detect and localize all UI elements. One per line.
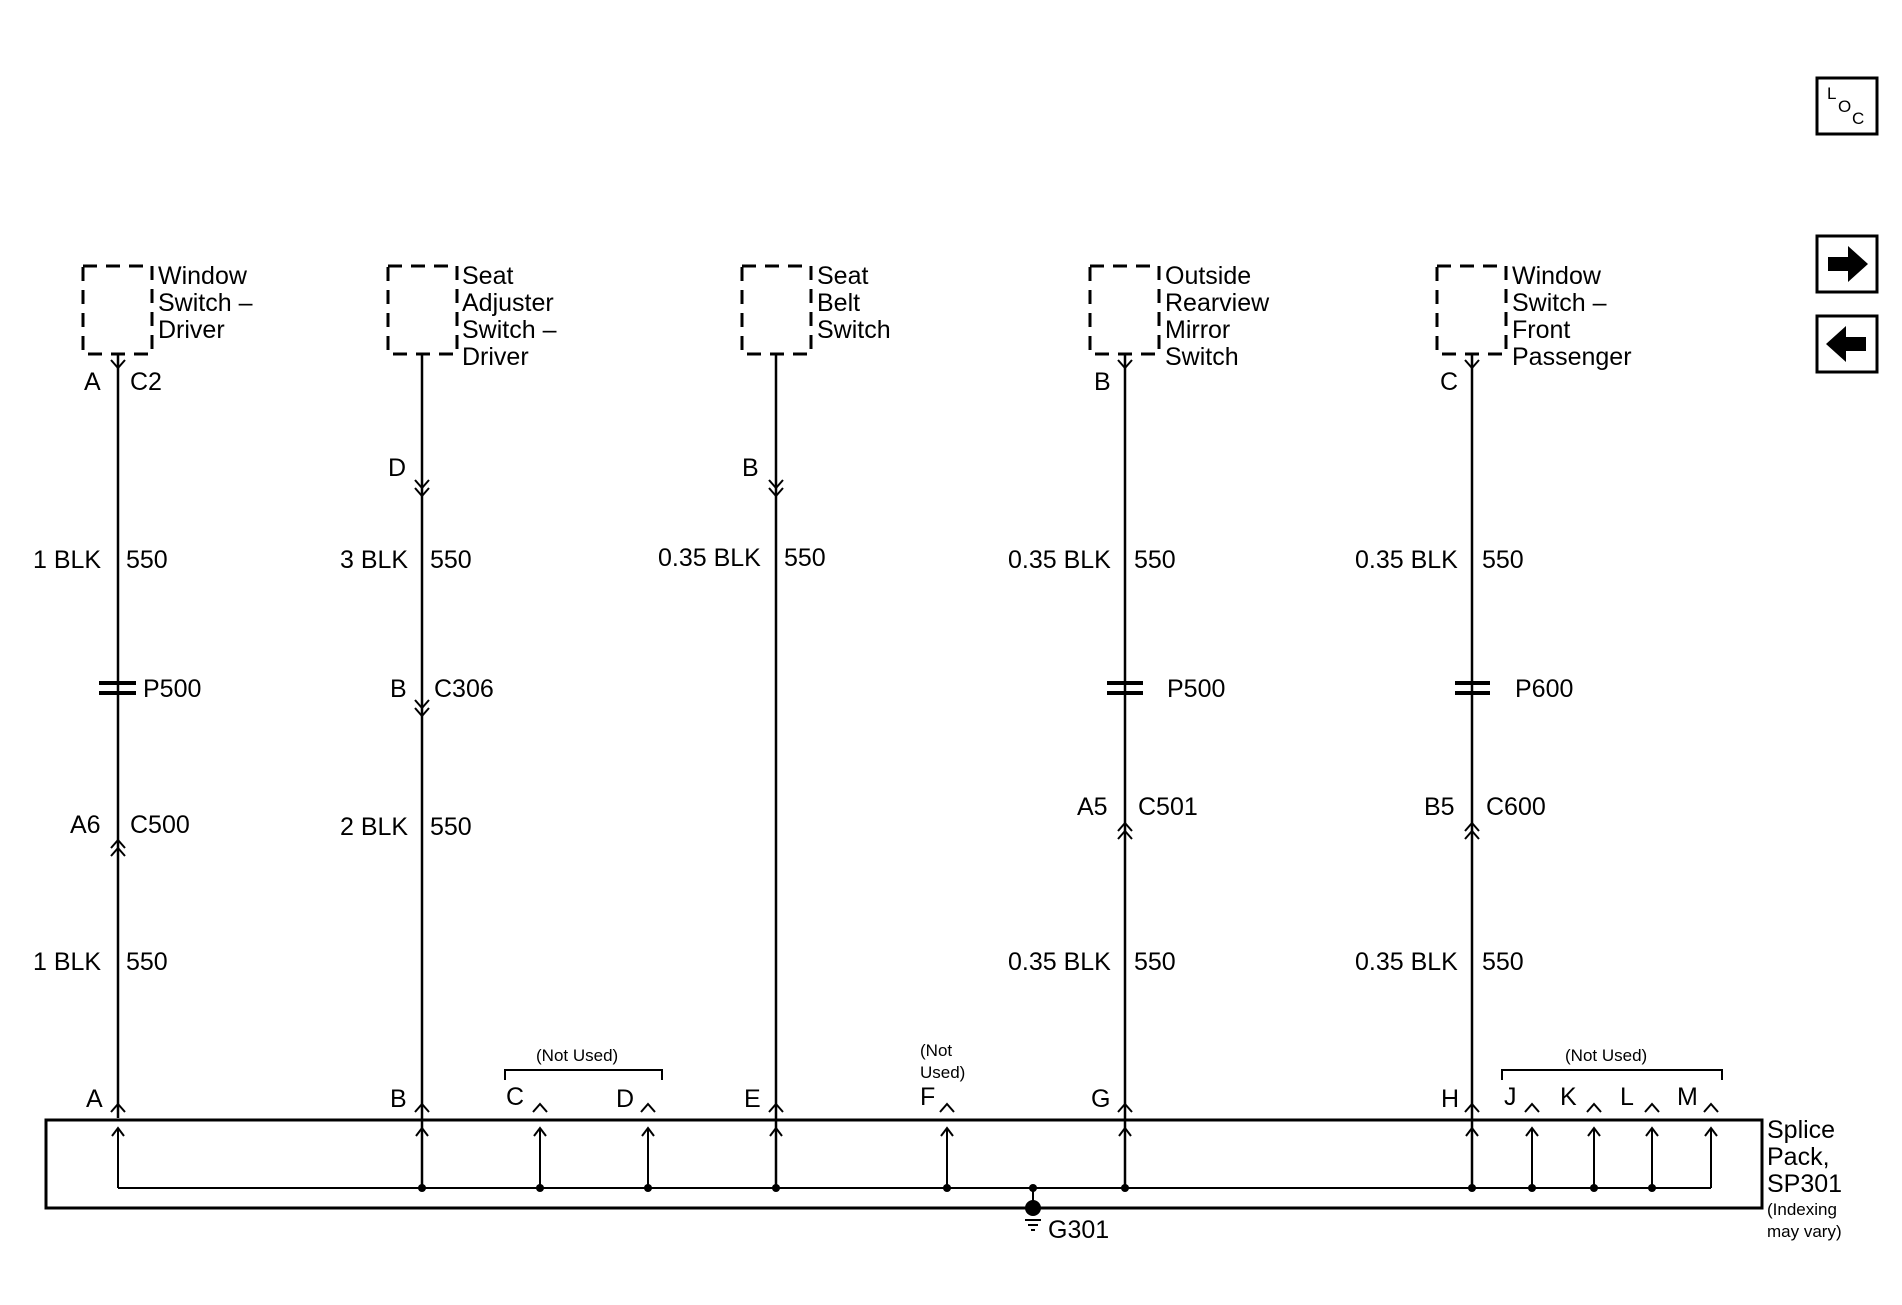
svg-text:0.35 BLK: 0.35 BLK [1355,948,1458,976]
svg-text:0.35 BLK: 0.35 BLK [1008,546,1111,574]
svg-text:Splice: Splice [1767,1116,1836,1144]
component-window-switch-driver [83,262,253,354]
svg-text:550: 550 [126,948,168,976]
circuit-seat-adjuster-switch-driver [340,354,494,1190]
svg-text:550: 550 [784,544,826,572]
svg-text:B: B [390,1085,407,1113]
ground-g301 [1025,1188,1109,1244]
svg-text:A: A [84,368,101,396]
unused-pins-group-1 [505,1046,662,1113]
svg-text:Switch –: Switch – [158,289,253,317]
svg-text:Driver: Driver [158,316,225,344]
svg-text:B: B [742,454,759,482]
component-seat-belt-switch [742,262,891,354]
svg-text:Belt: Belt [817,289,861,317]
svg-text:Switch: Switch [1165,343,1239,371]
svg-text:C501: C501 [1138,793,1198,821]
svg-text:550: 550 [1134,948,1176,976]
svg-text:A6: A6 [70,811,101,839]
svg-text:(Not Used): (Not Used) [536,1046,619,1065]
loc-glyph-o: O [1838,97,1852,116]
unused-pins-group-2 [1502,1046,1722,1112]
svg-text:550: 550 [1482,948,1524,976]
splice-pack-sp301 [46,1116,1842,1241]
svg-text:Switch: Switch [817,316,891,344]
svg-text:G: G [1091,1085,1111,1113]
svg-text:550: 550 [1482,546,1524,574]
svg-text:A: A [86,1085,103,1113]
svg-text:B: B [1094,368,1111,396]
component-outside-rearview-mirror-switch [1090,262,1270,371]
svg-text:Used): Used) [920,1063,966,1082]
svg-text:Adjuster: Adjuster [462,289,554,317]
svg-text:C: C [1440,368,1459,396]
svg-text:Pack,: Pack, [1767,1143,1830,1171]
svg-text:Window: Window [158,262,247,290]
location-button[interactable] [1817,78,1877,134]
svg-text:Passenger: Passenger [1512,343,1632,371]
svg-text:550: 550 [126,546,168,574]
previous-page-button[interactable] [1817,316,1877,372]
svg-text:Switch –: Switch – [1512,289,1607,317]
svg-text:2 BLK: 2 BLK [340,813,409,841]
svg-text:0.35 BLK: 0.35 BLK [658,544,761,572]
circuit-window-switch-front-passenger [1355,354,1573,1190]
svg-text:H: H [1441,1085,1460,1113]
svg-text:0.35 BLK: 0.35 BLK [1008,948,1111,976]
svg-text:L: L [1620,1083,1634,1111]
svg-text:P600: P600 [1515,675,1574,703]
svg-text:A5: A5 [1077,793,1108,821]
svg-text:550: 550 [430,813,472,841]
svg-text:(Indexing: (Indexing [1767,1200,1837,1219]
svg-text:Mirror: Mirror [1165,316,1231,344]
svg-text:3 BLK: 3 BLK [340,546,409,574]
svg-text:Switch –: Switch – [462,316,557,344]
svg-text:(Not: (Not [920,1041,953,1060]
svg-text:P500: P500 [143,675,202,703]
svg-text:J: J [1504,1083,1517,1111]
circuit-window-switch-driver [33,354,201,1118]
ground-label: G301 [1048,1216,1110,1244]
circuit-outside-rearview-mirror-switch [1008,354,1225,1190]
svg-text:Front: Front [1512,316,1571,344]
component-seat-adjuster-switch-driver [388,262,557,371]
circuit-seat-belt-switch [658,354,826,1190]
svg-text:K: K [1560,1083,1577,1111]
loc-glyph-l: L [1827,84,1837,103]
svg-text:D: D [388,454,407,482]
unused-pin-f [920,1041,965,1112]
svg-text:B5: B5 [1424,793,1455,821]
svg-text:D: D [616,1085,635,1113]
svg-text:0.35 BLK: 0.35 BLK [1355,546,1458,574]
svg-text:C306: C306 [434,675,494,703]
svg-text:1 BLK: 1 BLK [33,546,102,574]
next-page-button[interactable] [1817,236,1877,292]
svg-text:550: 550 [1134,546,1176,574]
loc-glyph-c: C [1852,109,1865,128]
svg-text:Seat: Seat [462,262,514,290]
svg-text:E: E [744,1085,761,1113]
svg-text:C2: C2 [130,368,162,396]
svg-text:M: M [1677,1083,1698,1111]
svg-text:Outside: Outside [1165,262,1252,290]
svg-text:SP301: SP301 [1767,1170,1843,1198]
svg-text:(Not Used): (Not Used) [1565,1046,1648,1065]
svg-text:550: 550 [430,546,472,574]
svg-text:1 BLK: 1 BLK [33,948,102,976]
svg-text:C: C [506,1083,525,1111]
svg-text:F: F [920,1083,936,1111]
component-window-switch-front-passenger [1437,262,1632,371]
svg-text:B: B [390,675,407,703]
splice-pack-internal-pins [112,1128,1717,1188]
svg-text:C500: C500 [130,811,190,839]
svg-text:Seat: Seat [817,262,869,290]
svg-text:Driver: Driver [462,343,529,371]
svg-text:Rearview: Rearview [1165,289,1270,317]
svg-text:may vary): may vary) [1767,1222,1842,1241]
svg-text:Window: Window [1512,262,1601,290]
svg-text:C600: C600 [1486,793,1546,821]
svg-text:P500: P500 [1167,675,1226,703]
